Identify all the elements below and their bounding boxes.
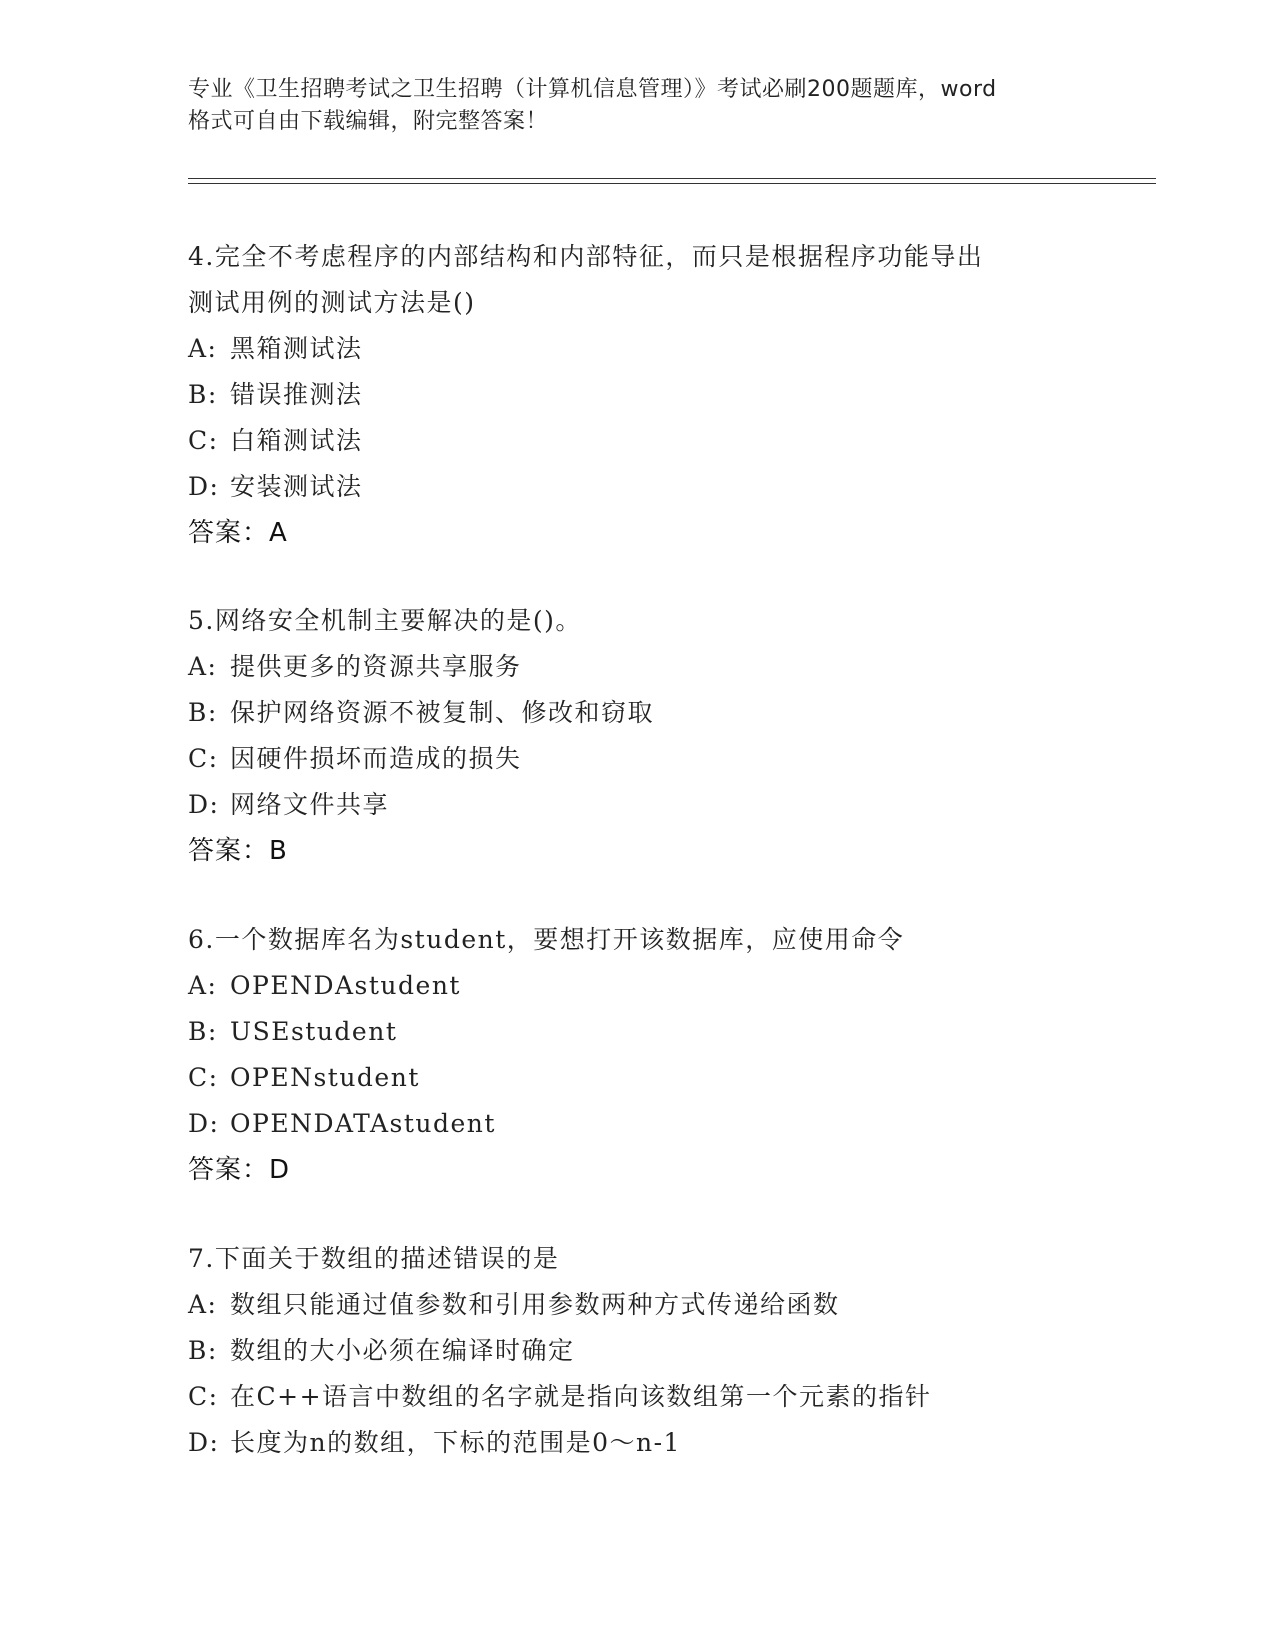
question-4 — [188, 234, 1088, 556]
option-key: A: — [188, 334, 218, 363]
question-7 — [188, 1236, 1088, 1466]
option-c — [188, 418, 1088, 464]
option-text: 安装测试法 — [230, 472, 363, 501]
question-stem: 7.下面关于数组的描述错误的是 — [188, 1244, 560, 1273]
option-text: 黑箱测试法 — [230, 334, 363, 363]
option-text: OPENDAstudent — [230, 971, 461, 1000]
option-key: A: — [188, 652, 218, 681]
option-key: B: — [188, 380, 218, 409]
option-text: 保护网络资源不被复制、修改和窃取 — [230, 698, 655, 727]
option-key: C: — [188, 1063, 219, 1092]
option-text: 在C++语言中数组的名字就是指向该数组第一个元素的指针 — [230, 1382, 932, 1411]
option-key: A: — [188, 971, 218, 1000]
question-stem: 6.一个数据库名为student，要想打开该数据库，应使用命令 — [188, 925, 905, 954]
question-stem: 5.网络安全机制主要解决的是()。 — [188, 606, 582, 635]
option-text: 因硬件损坏而造成的损失 — [230, 744, 522, 773]
option-b — [188, 1328, 1088, 1374]
option-text: OPENDATAstudent — [230, 1109, 496, 1138]
answer-label: 答案：B — [188, 836, 288, 866]
option-a — [188, 644, 1088, 690]
header-divider-bottom — [188, 183, 1156, 184]
option-text: 数组只能通过值参数和引用参数两种方式传递给函数 — [230, 1290, 840, 1319]
option-text: USEstudent — [230, 1017, 398, 1046]
header-line-2: 格式可自由下载编辑，附完整答案！ — [188, 109, 549, 134]
document-header — [188, 74, 1088, 138]
option-key: D: — [188, 1109, 220, 1138]
option-b — [188, 1009, 1088, 1055]
question-5 — [188, 598, 1088, 874]
option-text: OPENstudent — [230, 1063, 420, 1092]
option-a — [188, 326, 1088, 372]
question-6 — [188, 917, 1088, 1193]
option-key: D: — [188, 472, 220, 501]
option-key: D: — [188, 1428, 220, 1457]
option-text: 网络文件共享 — [230, 790, 390, 819]
option-key: B: — [188, 1017, 218, 1046]
question-stem-continued: 测试用例的测试方法是() — [188, 288, 476, 317]
option-key: D: — [188, 790, 220, 819]
question-stem: 4.完全不考虑程序的内部结构和内部特征，而只是根据程序功能导出 — [188, 242, 984, 271]
option-key: A: — [188, 1290, 218, 1319]
option-text: 长度为n的数组，下标的范围是0～n-1 — [230, 1428, 681, 1457]
option-text: 提供更多的资源共享服务 — [230, 652, 522, 681]
header-line-1: 专业《卫生招聘考试之卫生招聘（计算机信息管理）》考试必刷200题题库，word — [188, 77, 997, 102]
option-c — [188, 1055, 1088, 1101]
option-a — [188, 1282, 1088, 1328]
option-d — [188, 464, 1088, 510]
answer-label: 答案：A — [188, 518, 288, 548]
option-key: B: — [188, 698, 218, 727]
option-text: 白箱测试法 — [230, 426, 363, 455]
option-c — [188, 1374, 1088, 1420]
option-b — [188, 372, 1088, 418]
option-d — [188, 782, 1088, 828]
option-key: B: — [188, 1336, 218, 1365]
option-key: C: — [188, 744, 219, 773]
option-text: 数组的大小必须在编译时确定 — [230, 1336, 575, 1365]
option-d — [188, 1420, 1088, 1466]
option-b — [188, 690, 1088, 736]
option-text: 错误推测法 — [230, 380, 363, 409]
header-divider-top — [188, 178, 1156, 179]
option-a — [188, 963, 1088, 1009]
option-d — [188, 1101, 1088, 1147]
option-key: C: — [188, 426, 219, 455]
answer-label: 答案：D — [188, 1155, 291, 1185]
option-key: C: — [188, 1382, 219, 1411]
option-c — [188, 736, 1088, 782]
